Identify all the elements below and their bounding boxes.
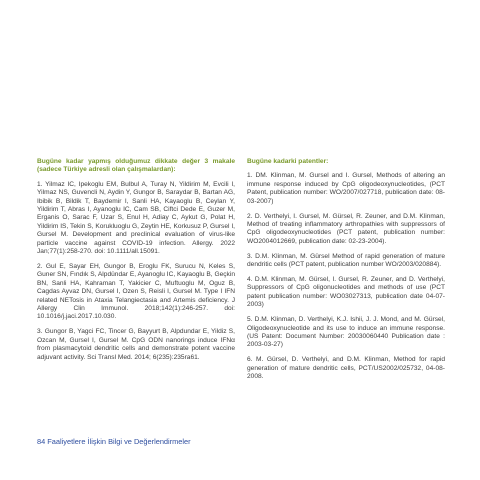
patent-item: 3. D.M. Klinman, M. Gürsel Method of rapid generation of mature dendritic cells (PCT patent, publication number WO/2003/020884).: [247, 252, 445, 269]
patents-column: [247, 158, 445, 388]
patent-item: 2. D. Verthelyi, I. Gursel, M. Gürsel, R. Zeuner, and D.M. Klinman, Method of treating inflammatory arthropathies with suppressors of CpG oligodeoxynucleotides (PCT patent, publication number: WO2004012669, publication date: 02-23-2004).: [247, 212, 445, 245]
patent-item: 6. M. Gürsel, D. Verthelyi, and D.M. Klinman, Method for rapid generation of mature dendritic cells, PCT/US2002/025732, 04-08-2008.: [247, 356, 445, 381]
patent-item: 1. DM. Klinman, M. Gursel and I. Gursel, Methods of altering an immune response induced by CpG oligodeoxynucleotides, (PCT Patent, publication number: WO/2007/027718, publication date: 08-03-2007): [247, 172, 445, 205]
page-footer: 84 Faaliyetlere İlişkin Bilgi ve Değerlendirmeler: [37, 437, 191, 446]
publications-heading: Bugüne kadar yapmış olduğumuz dikkate değer 3 makale (sadece Türkiye adresli olan çalışmalardan):: [37, 158, 235, 174]
publication-item: 2. Gul E, Sayar EH, Gungor B, Eroglu FK, Surucu N, Keles S, Guner SN, Fındık S, Alpdündar E, Ayanoglu IC, Kayaoglu B, Geçkin BN, Sanli HA, Kahraman T, Yakicier C, Muftuoglu M, Oguz B, Cagdas Ayvaz DN, Gursel I, Ozen S, Reisli I, Gursel M. Type I IFN related NETosis in Ataxia Telangiectasia and Artemis deficiency. J Allergy Clin Immunol. 2018;142(1):246-257. doi: 10.1016/j.jaci.2017.10.030.: [37, 262, 235, 321]
publication-item: 1. Yilmaz IC, Ipekoglu EM, Bulbul A, Turay N, Yildirim M, Evcili I, Yilmaz NS, Guvencli N, Aydin Y, Gungor B, Saraydar B, Bartan AG, Ibibik B, Bildik T, Baydemir I, Sanli HA, Kayaoglu B, Ceylan Y, Yildirim T, Abras I, Ayanoglu IC, Cam SB, Ciftci Dede E, Guzer M, Erganis O, Sarac F, Uzar S, Enul H, Adiay C, Aykut G, Polat H, Yildirim IS, Tekin S, Korukluoglu G, Zeytin HE, Korkusuz P, Gursel I, Gursel M. Development and preclinical evaluation of virus-like particle vaccine against COVID-19 infection. Allergy. 2022 Jan;77(1):258-270. doi: 10.1111/all.15091.: [37, 180, 235, 256]
patent-item: 4. D.M. Klinman, M. Gürsel, I. Gursel, R. Zeuner, and D. Verthelyi, Suppressors of CpG oligonucleotides and methods of use (PCT patent publication number: WO03027313, publication date 04-07-2003): [247, 275, 445, 309]
patent-item: 5. D.M. Klinman, D. Verthelyi, K.J. Ishii, J. J. Mond, and M. Gürsel, Oligodeoxynucleotide and its use to induce an immune response. (US Patent: Document Number: 20030060440 Publication date : 2003-03-27): [247, 316, 445, 349]
publication-item: 3. Gungor B, Yagci FC, Tincer G, Bayyurt B, Alpdundar E, Yildiz S, Ozcan M, Gursel I, Gursel M. CpG ODN nanorings induce IFNα from plasmacytoid dendritic cells and demonstrate potent vaccine adjuvant activity. Sci Transl Med. 2014; 6(235):235ra61.: [37, 328, 235, 361]
patents-heading: Bugüne kadarki patentler:: [247, 158, 329, 165]
publications-column: [37, 158, 235, 368]
